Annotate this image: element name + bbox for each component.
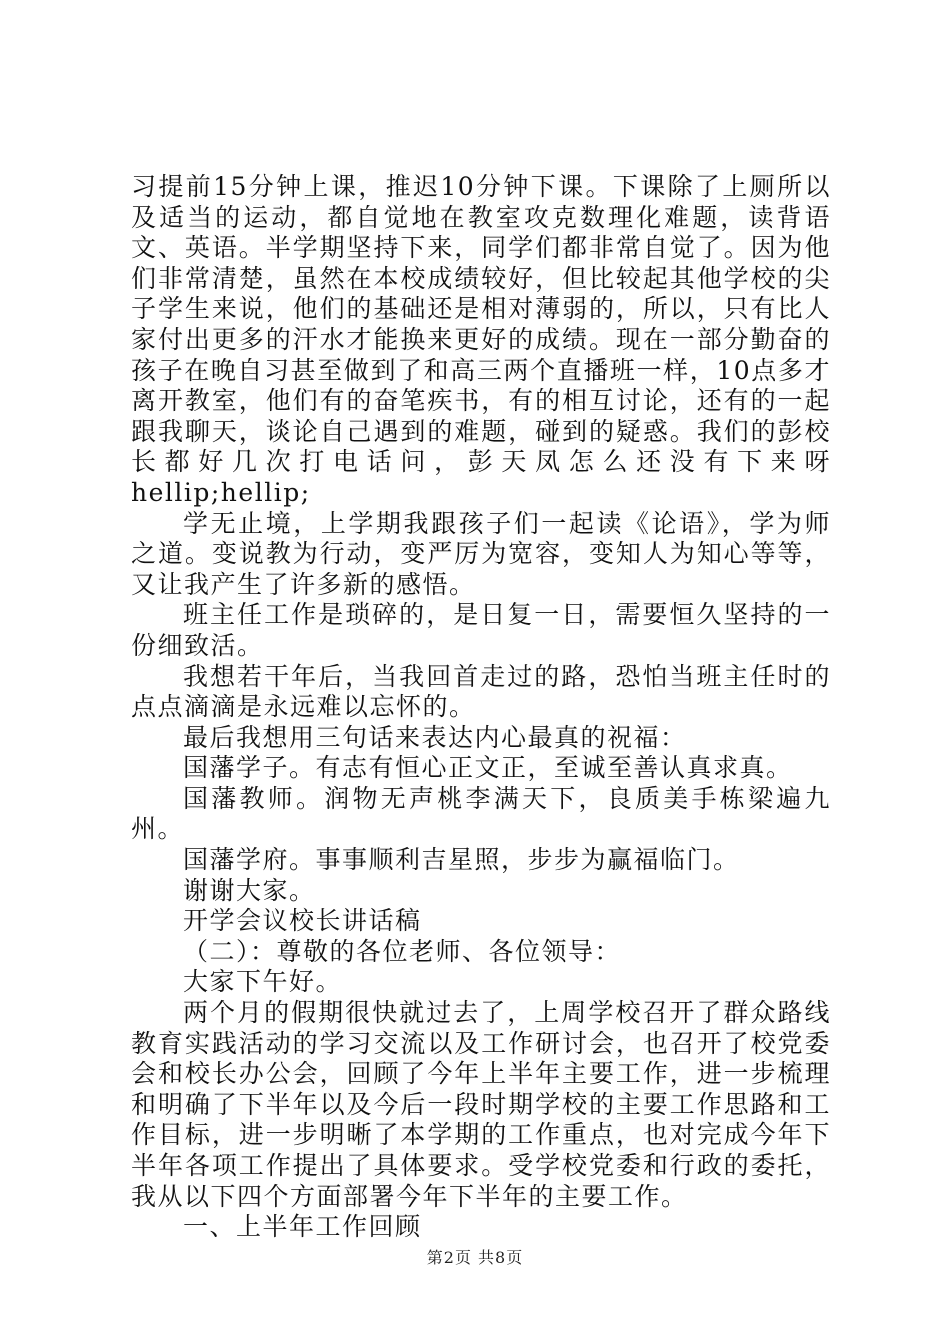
paragraph: 谢谢大家。 [183,875,316,905]
paragraph: 我想若干年后，当我回首走过的路，恐怕当班主任时的点点滴滴是永远难以忘怀的。 [131,661,831,722]
page-footer: 第2页 共8页 [426,1248,524,1267]
paragraph: 学无止境，上学期我跟孩子们一起读《论语》，学为师之道。变说教为行动，变严厉为宽容，变知人为知心等等，又让我产生了许多新的感悟。 [131,508,831,599]
paragraph: 国藩学子。有志有恒心正文正，至诚至善认真求真。 [183,753,793,783]
paragraph: 国藩学府。事事顺利吉星照，步步为赢福临门。 [183,845,740,875]
section-heading: 一、上半年工作回顾 [183,1212,422,1242]
paragraph: 两个月的假期很快就过去了，上周学校召开了群众路线教育实践活动的学习交流以及工作研讨会，也召开了校党委会和校长办公会，回顾了今年上半年主要工作，进一步梳理和明确了下半年以及今后一段时期学校的主要工作思路和工作目标，进一步明晰了本学期的工作重点，也对完成今年下半年各项工作提出了具体要求。受学校党委和行政的委托，我从以下四个方面部署今年下半年的主要工作。 [131,998,831,1211]
salutation: （二）：尊敬的各位老师、各位领导： [183,936,622,966]
paragraph: 最后我想用三句话来表达内心最真的祝福： [183,722,687,752]
paragraph: 班主任工作是琐碎的，是日复一日，需要恒久坚持的一份细致活。 [131,600,831,660]
section-title: 开学会议校长讲话稿 [183,906,422,936]
document-body [131,172,831,1243]
paragraph: 习提前15分钟上课，推迟10分钟下课。下课除了上厕所以及适当的运动，都自觉地在教室攻克数理化难题，读背语文、英语。半学期坚持下来，同学们都非常自觉了。因为他们非常清楚，虽然在本校成绩较好，但比较起其他学校的尖子学生来说，他们的基础还是相对薄弱的，所以，只有比人家付出更多的汗水才能换来更好的成绩。现在一部分勤奋的孩子在晚自习甚至做到了和高三两个直播班一样，10点多才离开教室，他们有的奋笔疾书，有的相互讨论，还有的一起跟我聊天，谈论自己遇到的难题，碰到的疑惑。我们的彭校长都好几次打电话问，彭天凤怎么还没有下来呀hellip;hellip; [131,172,831,507]
greeting: 大家下午好。 [183,967,343,997]
paragraph: 国藩教师。润物无声桃李满天下，良质美手栋梁遍九州。 [131,783,831,844]
